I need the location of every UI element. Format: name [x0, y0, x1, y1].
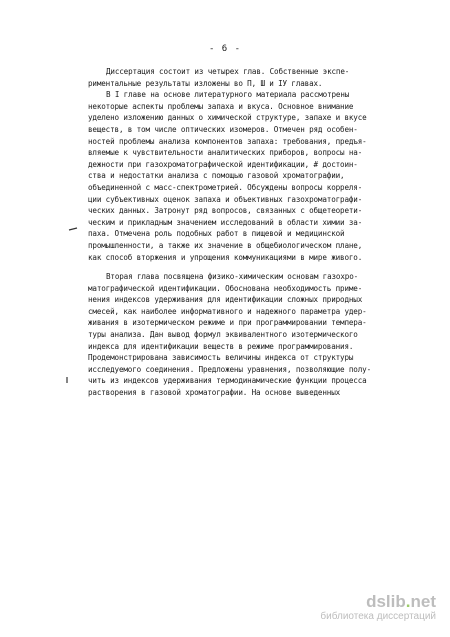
- page-number: - 6 -: [208, 44, 242, 54]
- text-line: чить из индексов удерживания термодинамические функции процесса: [88, 376, 367, 386]
- watermark-logo-tld: net: [410, 592, 436, 611]
- text-line: нения индексов удерживания для идентификации сложных природных: [88, 295, 363, 305]
- paragraph: [88, 271, 428, 399]
- text-line: объединенной с масс-спектрометрией. Обсуждены вопросы корреля-: [88, 182, 363, 192]
- text-line: исследуемого соединения. Предложены уравнения, позволяющие полу-: [88, 364, 371, 374]
- watermark-logo-main: dslib: [366, 592, 406, 611]
- margin-tick-mark: [68, 226, 78, 232]
- text-line: Вторая глава посвящена физико-химическим основам газохро-: [106, 272, 359, 282]
- text-line: веществ, в том числе оптических изомеров. Отмечен ряд особен-: [88, 124, 358, 134]
- text-line: туры анализа. Дан вывод формул эквивалентного изотермического: [88, 330, 358, 340]
- text-line: промышленности, а также их значение в общебиологическом плане,: [88, 240, 363, 250]
- text-line: В I главе на основе литературного материала рассмотрены: [106, 90, 350, 100]
- text-line: матографической идентификации. Обоснована необходимость приме-: [88, 283, 363, 293]
- paragraph: [88, 89, 428, 263]
- watermark-logo: [320, 593, 436, 611]
- text-line: паха. Отмечена роль подобных работ в пищевой и медицинской: [88, 229, 345, 239]
- text-line: уделено изложению данных о химической структуре, запахе и вкусе: [88, 113, 367, 123]
- text-line: живания в изотермическом режиме и при программировании темпера-: [88, 318, 367, 328]
- text-line: некоторые аспекты проблемы запаха и вкуса. Основное внимание: [88, 101, 354, 111]
- text-line: риментальные результаты изложены во П, Ш и IУ главах.: [88, 78, 323, 88]
- text-line: дежности при газохроматографической идентификации, # достоин-: [88, 159, 358, 169]
- body-text: [88, 66, 428, 399]
- text-line: растворения в газовой хроматографии. На основе выведенных: [88, 388, 341, 398]
- watermark-logo-dot: .: [405, 592, 411, 611]
- paragraph-gap: [88, 263, 428, 271]
- text-line: Продемонстрирована зависимость величины индекса от структуры: [88, 353, 354, 363]
- text-line: ции субъективных оценок запаха и объективных газохроматографи-: [88, 194, 363, 204]
- text-line: смесей, как наиболее информативного и надежного параметра удер-: [88, 306, 367, 316]
- text-line: как способ вторжения и упрощения коммуникациями в мире живого.: [88, 252, 363, 262]
- text-line: вляемые к чувствительности аналитических приборов, вопросы на-: [88, 148, 363, 158]
- watermark: [320, 593, 436, 623]
- text-line: ческим и прикладным значением исследований в области химии за-: [88, 217, 363, 227]
- watermark-tagline: библиотека диссертаций: [320, 611, 436, 622]
- paragraph: [88, 66, 428, 89]
- text-line: ностей проблемы анализа компонентов запаха: требования, предъя-: [88, 136, 367, 146]
- text-line: ства и недостатки анализа с помощью газовой хроматографии,: [88, 171, 345, 181]
- text-line: ческих данных. Затронут ряд вопросов, связанных с общетеорети-: [88, 206, 363, 216]
- margin-tick-mark: [64, 376, 70, 384]
- text-line: Диссертация состоит из четырех глав. Собственные экспе-: [106, 67, 350, 76]
- text-line: индекса для идентификации веществ в режиме программирования.: [88, 341, 354, 351]
